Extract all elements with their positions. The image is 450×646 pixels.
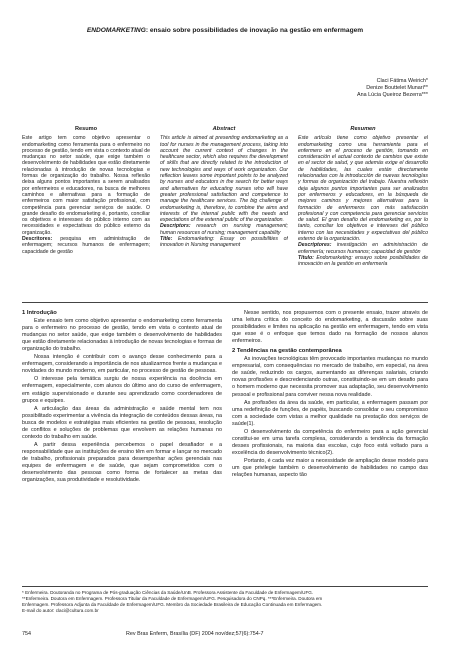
- body-paragraph: As profissões da área da saúde, em particular, a enfermagem passam por uma redefinição de funções, de papéis, buscando consolidar o seu compromisso com a sociedade com vistas a melhor qualidade na prestação dos serviços de saúde(1).: [232, 399, 428, 427]
- abstract-keywords: [160, 223, 288, 236]
- paper-title: [22, 27, 428, 35]
- resumen-title-label: Título:: [298, 254, 314, 261]
- body-paragraph: Este ensaio tem como objetivo apresentar o endomarketing como ferramenta para o enfermeiro no processo de gestão, tendo em vista o contexto atual de mudanças no setor saúde, que exige também o desenvolvimento de habilidades que estão diretamente relacionadas à introdução de novas tecnologias e formas de organização do trabalho.: [22, 318, 222, 353]
- resumo-text: Este artigo tem como objetivo apresentar o endomarketing como ferramenta para o enfermeiro no processo de gestão, tendo em vista o contexto atual de mudanças no setor saúde, que exige também o desenvolvimento de habilidades que estão diretamente relacionadas à introdução de novas tecnologias e formas de organização do trabalho. Nossa reflexão deixa alguns pontos importantes a serem analisados por enfermeiros e educadores, na busca de melhores caminhos e alternativas para a formação de enfermeiros com maior satisfação profissional, com competência para gerenciar serviços de saúde. O grande desafio do endomarketing é, portanto, conciliar os objetivos e interesses do público interno com as necessidades e expectativas do público externo da organização.: [22, 135, 150, 236]
- resumo-keywords: [22, 236, 150, 255]
- author-1: Claci Fátima Weirich*: [376, 78, 428, 84]
- footnote-line: Enfermagem. Professora Adjunta da Faculdade de Enfermagem/UFG. Membro da Sociedade Brasileira de Educação Continuada em Enfermagem.: [22, 602, 323, 607]
- abstract-text: This article is aimed at presenting endomarketing as a tool for nurses in the management process, taking into account the current context of changes in the healthcare sector, which also requires the development of skills that are directly related to the introduction of new technologies and ways of work organization. Our reflection leaves some important points to be analyzed by nurses and educators in the search for better ways and alternatives for educating nurses who will have greater professional satisfaction and competence to manage the healthcare services. The big challenge of endomarketing is, therefore, to combine the aims and interests of the internal public with the needs and expectations of the external public of the organization.: [160, 135, 288, 224]
- section-heading-tendencias: 2 Tendências na gestão contemporânea: [232, 348, 342, 355]
- resumen-keywords-text: investigación en administración de enfermería; recursos humanos; capacidad de gestión: [298, 242, 428, 255]
- body-right-column: [232, 310, 428, 580]
- resumen-text: Este artículo tiene como objetivo presentar el endomarketing como una herramienta para el enfermero en el proceso de gestión, tomando en consideración el actual contexto de cambios que existe en el sector de salud, y que además exige el desarrollo de habilidades, las cuales están directamente relacionadas con la introducción de nuevas tecnologías y formas de organización del trabajo. Nuestra reflexión deja algunos puntos importantes para ser analizados por enfermeros y educadores, en la búsqueda de mejores caminos y mejores alternativas para la formación de enfermeros con más satisfacción profesional y con competencia para gerenciar servicios de salud. El gran desafío del endomarketing es, por lo tanto, conciliar los objetivos e intereses del público interno con las necesidades y expectativas del público externo de la organización.: [298, 135, 428, 243]
- resumen-title: [298, 255, 428, 268]
- body-left-column: [22, 310, 222, 580]
- body-paragraph: O interesse pela temática surgiu de nossa experiência na docência em enfermagem, especialmente, com alunos do último ano do curso de enfermagem, em estágio supervisionado e durante seu aprendizado como coordenadores de grupos e equipes.: [22, 376, 222, 404]
- resumen-keywords: [298, 242, 428, 255]
- resumen-heading: Resumen: [350, 126, 376, 132]
- abstract-keywords-text: research on nursing management; human resources of nursing; management capability: [160, 223, 288, 236]
- footnote-line: **Enfermeira. Doutora em Enfermagem. Professora Titular da Faculdade de Enfermagem/UFG. Pesquisadora do CNPq. ***Enfermeira. Doutora em: [22, 596, 323, 601]
- resumo-column: [22, 126, 150, 322]
- section-heading-introducao: 1 Introdução: [22, 310, 57, 316]
- body-paragraph: Nossa intenção é contribuir com o avanço desse conhecimento para a enfermagem, considerando a importância de nos atualizarmos frente a mudanças e novidades do mundo moderno, em particular, no processo de gestão de pessoas.: [22, 354, 222, 375]
- body-paragraph: A articulação das áreas da administração e saúde mental tem nos possibilitado experimentar a vivência da integração de conteúdos dessas áreas, na busca de modelos e estratégias mais eficientes na gestão de pessoas, resolução de conflitos e soluções de problemas que envolvem as relações humanas no contexto do trabalho em saúde.: [22, 405, 222, 440]
- resumo-keywords-text: pesquisa em administração de enfermagem; recursos humanos de enfermagem; capacidade de gestão: [22, 236, 150, 255]
- abstract-keywords-label: Descriptors:: [160, 223, 191, 230]
- resumen-title-text: Endomarketing: ensayo sobre posibilidades de innovación en la gestión en enfermería: [298, 254, 428, 268]
- abstract-title-text: Endomarketing: Essay on possibilities of innovation in Nursing management: [160, 236, 288, 249]
- author-list: [357, 78, 428, 99]
- resumo-heading: Resumo: [74, 126, 98, 132]
- resumen-column: [298, 126, 428, 322]
- body-paragraph: Nesse sentido, nos propusemos com o presente ensaio, trazer através de uma leitura crítica do conceito do endomarketing, a discussão sobre suas possibilidades e limites na aplicação na gestão em enfermagem, tendo em vista que esse é o enfoque que temos dado na formação de nossos alunos enfermeiros.: [232, 310, 428, 345]
- paper-title-italic: ENDOMARKETING: [86, 27, 146, 34]
- abstract-title: [160, 236, 288, 249]
- page-number: 754: [22, 631, 31, 637]
- author-3: Ana Lúcia Queiroz Bezerra***: [356, 92, 428, 98]
- footnote-line: E-mail do autor: claci@cultura.com.br: [22, 608, 99, 613]
- abstract-column: [160, 126, 288, 322]
- author-2: Denize Bouttelet Munari**: [366, 85, 428, 91]
- resumen-keywords-label: Descriptores:: [298, 242, 332, 249]
- body-paragraph: O desenvolvimento da competência do enfermeiro para a ação gerencial constitui-se em uma tarefa complexa, considerando a tendência da formação desses profissionais, na maioria das escolas, cujo foco está voltado para a excelência do desenvolvimento técnico(2).: [232, 428, 428, 456]
- abstract-divider: [22, 302, 428, 303]
- footnote-line: * Enfermeira. Doutoranda no Programa de Pós-graduação Ciências da Saúde/UnB. Professora Assistente da Faculdade de Enfermagem/UFG.: [22, 590, 314, 595]
- body-paragraph: As inovações tecnológicas têm provocado importantes mudanças no mundo empresarial, com consequências no mercado de trabalho, em especial, na área de saúde, reduzindo os cargos, aumentando as diferenças salariais, criando novas profissões e descredenciando outras, constituindo-se em um desafio para o homem moderno que necessita promover sua adaptação, seu desenvolvimento pessoal e profissional para conviver nessa nova realidade.: [232, 356, 428, 398]
- footnote: [22, 590, 428, 614]
- paper-title-rest: : ensaio sobre possibilidades de inovação na gestão em enfermagem: [145, 27, 364, 34]
- footnote-divider: [22, 586, 428, 587]
- body-paragraph: A partir dessa experiência percebemos o papel desafiador e a responsabilidade que as instituições de ensino têm em formar e lançar no mercado de trabalho, profissionais preparados para desempenhar ações gerenciais nas equipes de enfermagem e de saúde, que sejam comprometidos com o desenvolvimento das pessoas como forma de fortalecer as metas das organizações, sua produtividade e resolutividade.: [22, 441, 222, 484]
- body-paragraph: Portanto, é cada vez maior a necessidade de ampliação desse modelo para um que privilegie também o desenvolvimento de habilidades no campo das relações humanas, aspecto tão: [232, 457, 428, 479]
- journal-reference: Rev Bras Enferm, Brasília (DF) 2004 nov/dez;57(6):754-7: [126, 631, 264, 637]
- abstract-title-label: Title:: [160, 236, 173, 243]
- resumo-keywords-label: Descritores:: [22, 236, 53, 243]
- abstract-heading: Abstract: [212, 126, 236, 132]
